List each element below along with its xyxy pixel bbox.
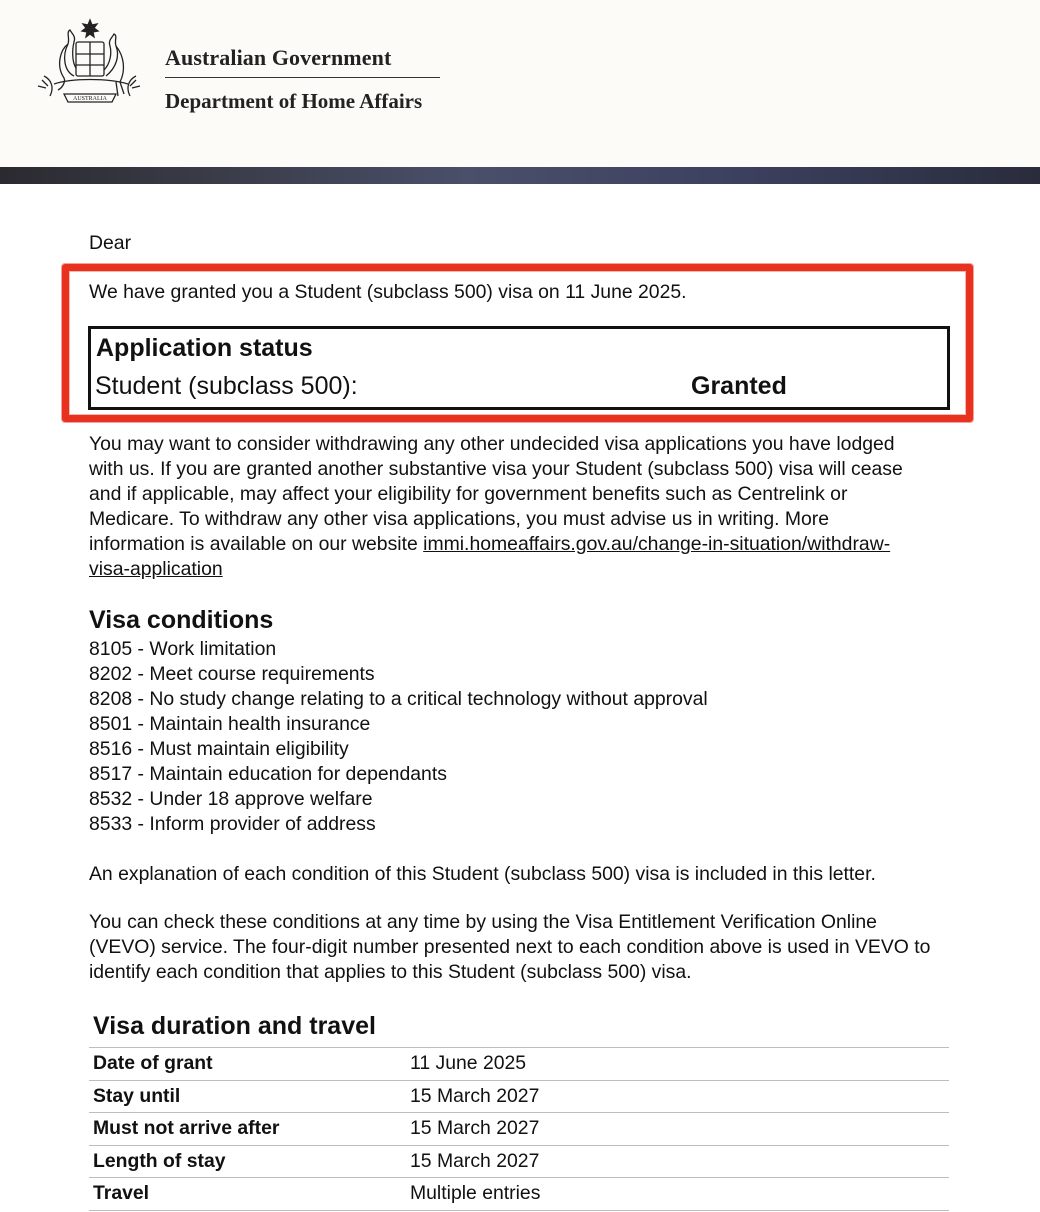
condition-item: 8532 - Under 18 approve welfare <box>89 788 373 810</box>
condition-item: 8501 - Maintain health insurance <box>89 713 371 735</box>
condition-item: 8517 - Maintain education for dependants <box>89 763 447 785</box>
row-value: 11 June 2025 <box>410 1052 527 1075</box>
header-divider <box>165 77 440 78</box>
status-label: Student (subclass 500): <box>95 372 358 400</box>
withdraw-text: You may want to consider withdrawing any other undecided visa applications you have lodged with us. If you are granted another substantive visa your Student (subclass 500) visa will cease and if applicable, may affect your eligibility for government benefits such as Centrelink or Medicare. To withdraw any other visa applications, you must advise us in writing. More information is available on our website <box>89 433 903 555</box>
visa-conditions-list <box>89 637 708 837</box>
row-label: Must not arrive after <box>93 1117 280 1140</box>
status-heading: Application status <box>96 334 313 362</box>
svg-text:AUSTRALIA: AUSTRALIA <box>73 96 107 102</box>
row-value: Multiple entries <box>410 1182 541 1205</box>
org-primary-name: Australian Government <box>165 45 392 70</box>
condition-item: 8208 - No study change relating to a critical technology without approval <box>89 688 708 710</box>
table-row <box>89 1048 949 1081</box>
condition-item: 8533 - Inform provider of address <box>89 813 376 835</box>
row-value: 15 March 2027 <box>410 1117 540 1140</box>
org-department-name: Department of Home Affairs <box>165 89 423 113</box>
row-label: Travel <box>93 1182 150 1205</box>
condition-item: 8105 - Work limitation <box>89 638 277 660</box>
row-value: 15 March 2027 <box>410 1084 540 1107</box>
row-label: Stay until <box>93 1084 181 1107</box>
coat-of-arms-icon <box>24 16 156 116</box>
status-value: Granted <box>691 372 787 400</box>
salutation: Dear <box>89 232 132 254</box>
grant-sentence: We have granted you a Student (subclass 500) visa on 11 June 2025. <box>89 281 687 303</box>
header-band <box>0 167 1040 184</box>
withdraw-link[interactable]: immi.homeaffairs.gov.au/change-in-situation/withdraw-visa-application <box>89 533 891 580</box>
visa-duration-heading: Visa duration and travel <box>93 1012 376 1040</box>
condition-item: 8516 - Must maintain eligibility <box>89 738 349 760</box>
row-label: Length of stay <box>93 1149 226 1172</box>
vevo-paragraph: You can check these conditions at any time by using the Visa Entitlement Verification Online (VEVO) service. The four-digit number presented next to each condition above is used in VEVO to identify each condition that applies to this Student (subclass 500) visa. <box>89 911 931 983</box>
row-value: 15 March 2027 <box>410 1149 540 1172</box>
withdraw-paragraph <box>89 432 929 582</box>
condition-item: 8202 - Meet course requirements <box>89 663 375 685</box>
table-row <box>89 1145 949 1178</box>
visa-duration-table <box>89 1047 949 1211</box>
visa-conditions-heading: Visa conditions <box>89 606 274 634</box>
letterhead <box>0 0 1040 167</box>
row-label: Date of grant <box>93 1052 213 1075</box>
table-row <box>89 1080 949 1113</box>
table-row <box>89 1113 949 1146</box>
conditions-explanation: An explanation of each condition of this Student (subclass 500) visa is included in this letter. <box>89 863 876 885</box>
table-row <box>89 1178 949 1211</box>
application-status-box <box>88 326 950 410</box>
